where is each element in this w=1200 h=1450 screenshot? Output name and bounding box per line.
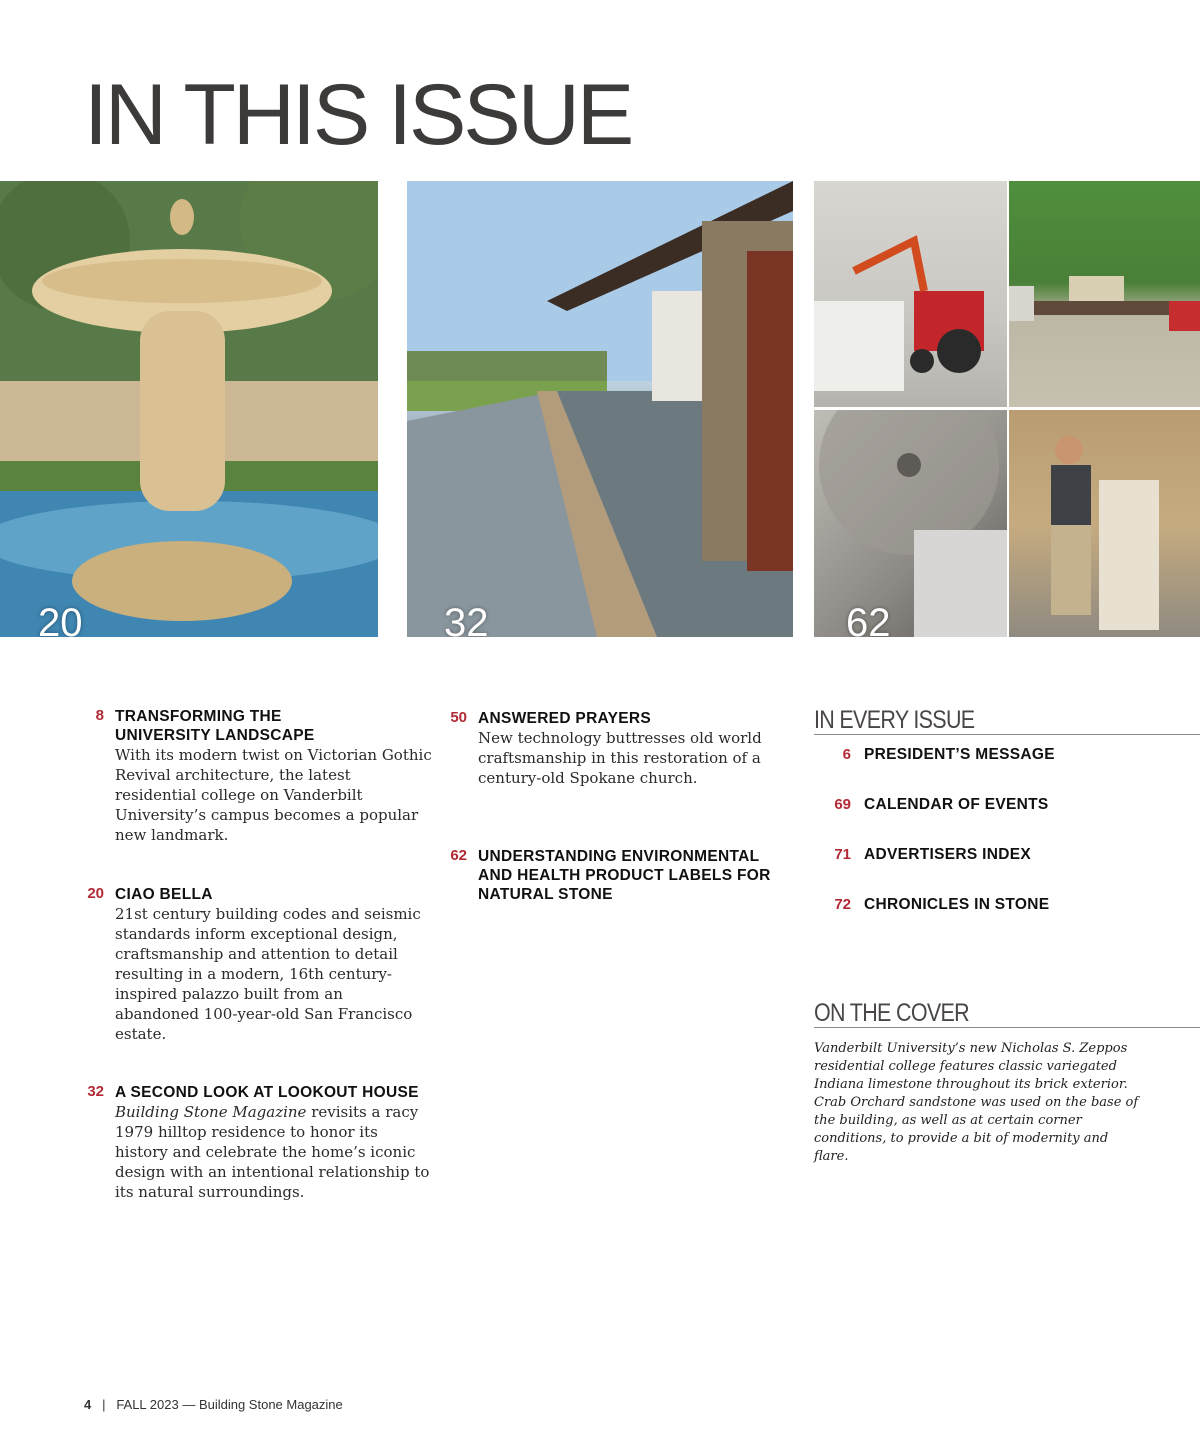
every-issue-page-number: 71 [834, 846, 851, 863]
toc-title: TRANSFORMING THE UNIVERSITY LANDSCAPE [115, 708, 315, 744]
patio-photo [407, 181, 793, 637]
toc-page-number: 50 [450, 709, 467, 726]
toc-description: 21st century building codes and seismic standards inform exceptional design, craftsmanship and attention to detail resulting in a modern, 16th century-inspired palazzo built from an abandoned 100-year-old San Francisco estate. [115, 905, 421, 1043]
fountain-illustration [0, 181, 378, 637]
every-issue-page-number: 69 [834, 796, 851, 813]
footer-separator: | [102, 1397, 106, 1412]
page-footer [84, 1397, 343, 1412]
on-the-cover-heading [814, 1000, 1200, 1028]
truck-illustration [1009, 181, 1200, 407]
worker-tile [1009, 410, 1200, 637]
photo-page-number: 20 [38, 601, 83, 637]
toc-page-number: 62 [450, 847, 467, 864]
magazine-name: Building Stone Magazine [115, 1103, 307, 1121]
toc-page-number: 32 [87, 1083, 104, 1100]
every-issue-page-number: 72 [834, 896, 851, 913]
toc-title: ANSWERED PRAYERS [478, 710, 652, 727]
on-the-cover-heading-text: ON THE COVER [814, 999, 970, 1027]
toc-title: A SECOND LOOK AT LOOKOUT HOUSE [115, 1084, 419, 1101]
every-issue-heading-text: IN EVERY ISSUE [814, 706, 975, 734]
cover-description: Vanderbilt University’s new Nicholas S. Zeppos residential college features classic variegated Indiana limestone throughout its brick exterior. Crab Orchard sandstone was used on the base of the building, as well as at certain corner conditions, to provide a bit of modernity and flare. [814, 1041, 1139, 1164]
every-issue-label: CALENDAR OF EVENTS [864, 796, 1049, 813]
toc-description [115, 1102, 432, 1202]
toc-entry[interactable] [445, 847, 775, 904]
fountain-photo [0, 181, 378, 637]
every-issue-heading [814, 707, 1200, 735]
photo-page-number: 32 [444, 601, 489, 637]
tractor-illustration [814, 181, 1007, 407]
toc-title: UNDERSTANDING ENVIRONMENTAL AND HEALTH PRODUCT LABELS FOR NATURAL STONE [478, 848, 771, 903]
toc-entry[interactable] [82, 1083, 432, 1202]
quarry-collage-photo [814, 181, 1200, 637]
every-issue-label: CHRONICLES IN STONE [864, 896, 1050, 913]
page-title: IN THIS ISSUE [84, 67, 632, 163]
truck-tile [1009, 181, 1200, 407]
toc-entry[interactable] [82, 707, 432, 845]
every-issue-label: PRESIDENT’S MESSAGE [864, 746, 1055, 763]
every-issue-page-number: 6 [842, 746, 851, 763]
every-issue-label: ADVERTISERS INDEX [864, 846, 1032, 863]
footer-page-number: 4 [84, 1397, 92, 1412]
saw-blade-illustration [814, 410, 1007, 637]
toc-title: CIAO BELLA [115, 886, 213, 903]
toc-description: New technology buttresses old world craftsmanship in this restoration of a century-old Spokane church. [478, 729, 762, 787]
toc-page-number: 8 [95, 707, 104, 724]
toc-description: With its modern twist on Victorian Gothic Revival architecture, the latest residential college on Vanderbilt University’s campus becomes a popular new landmark. [115, 746, 432, 844]
quarry-tile [814, 181, 1007, 407]
worker-illustration [1009, 410, 1200, 637]
toc-entry[interactable] [445, 709, 775, 788]
patio-illustration [407, 181, 793, 637]
toc-description-rest: revisits a racy 1979 hilltop residence to honor its history and celebrate the home’s iconic design with an intentional relationship to its natural surroundings. [115, 1103, 430, 1201]
footer-issue: FALL 2023 — Building Stone Magazine [116, 1397, 343, 1412]
saw-tile [814, 410, 1007, 637]
toc-entry[interactable] [82, 885, 432, 1044]
toc-page-number: 20 [87, 885, 104, 902]
photo-page-number: 62 [846, 601, 891, 637]
